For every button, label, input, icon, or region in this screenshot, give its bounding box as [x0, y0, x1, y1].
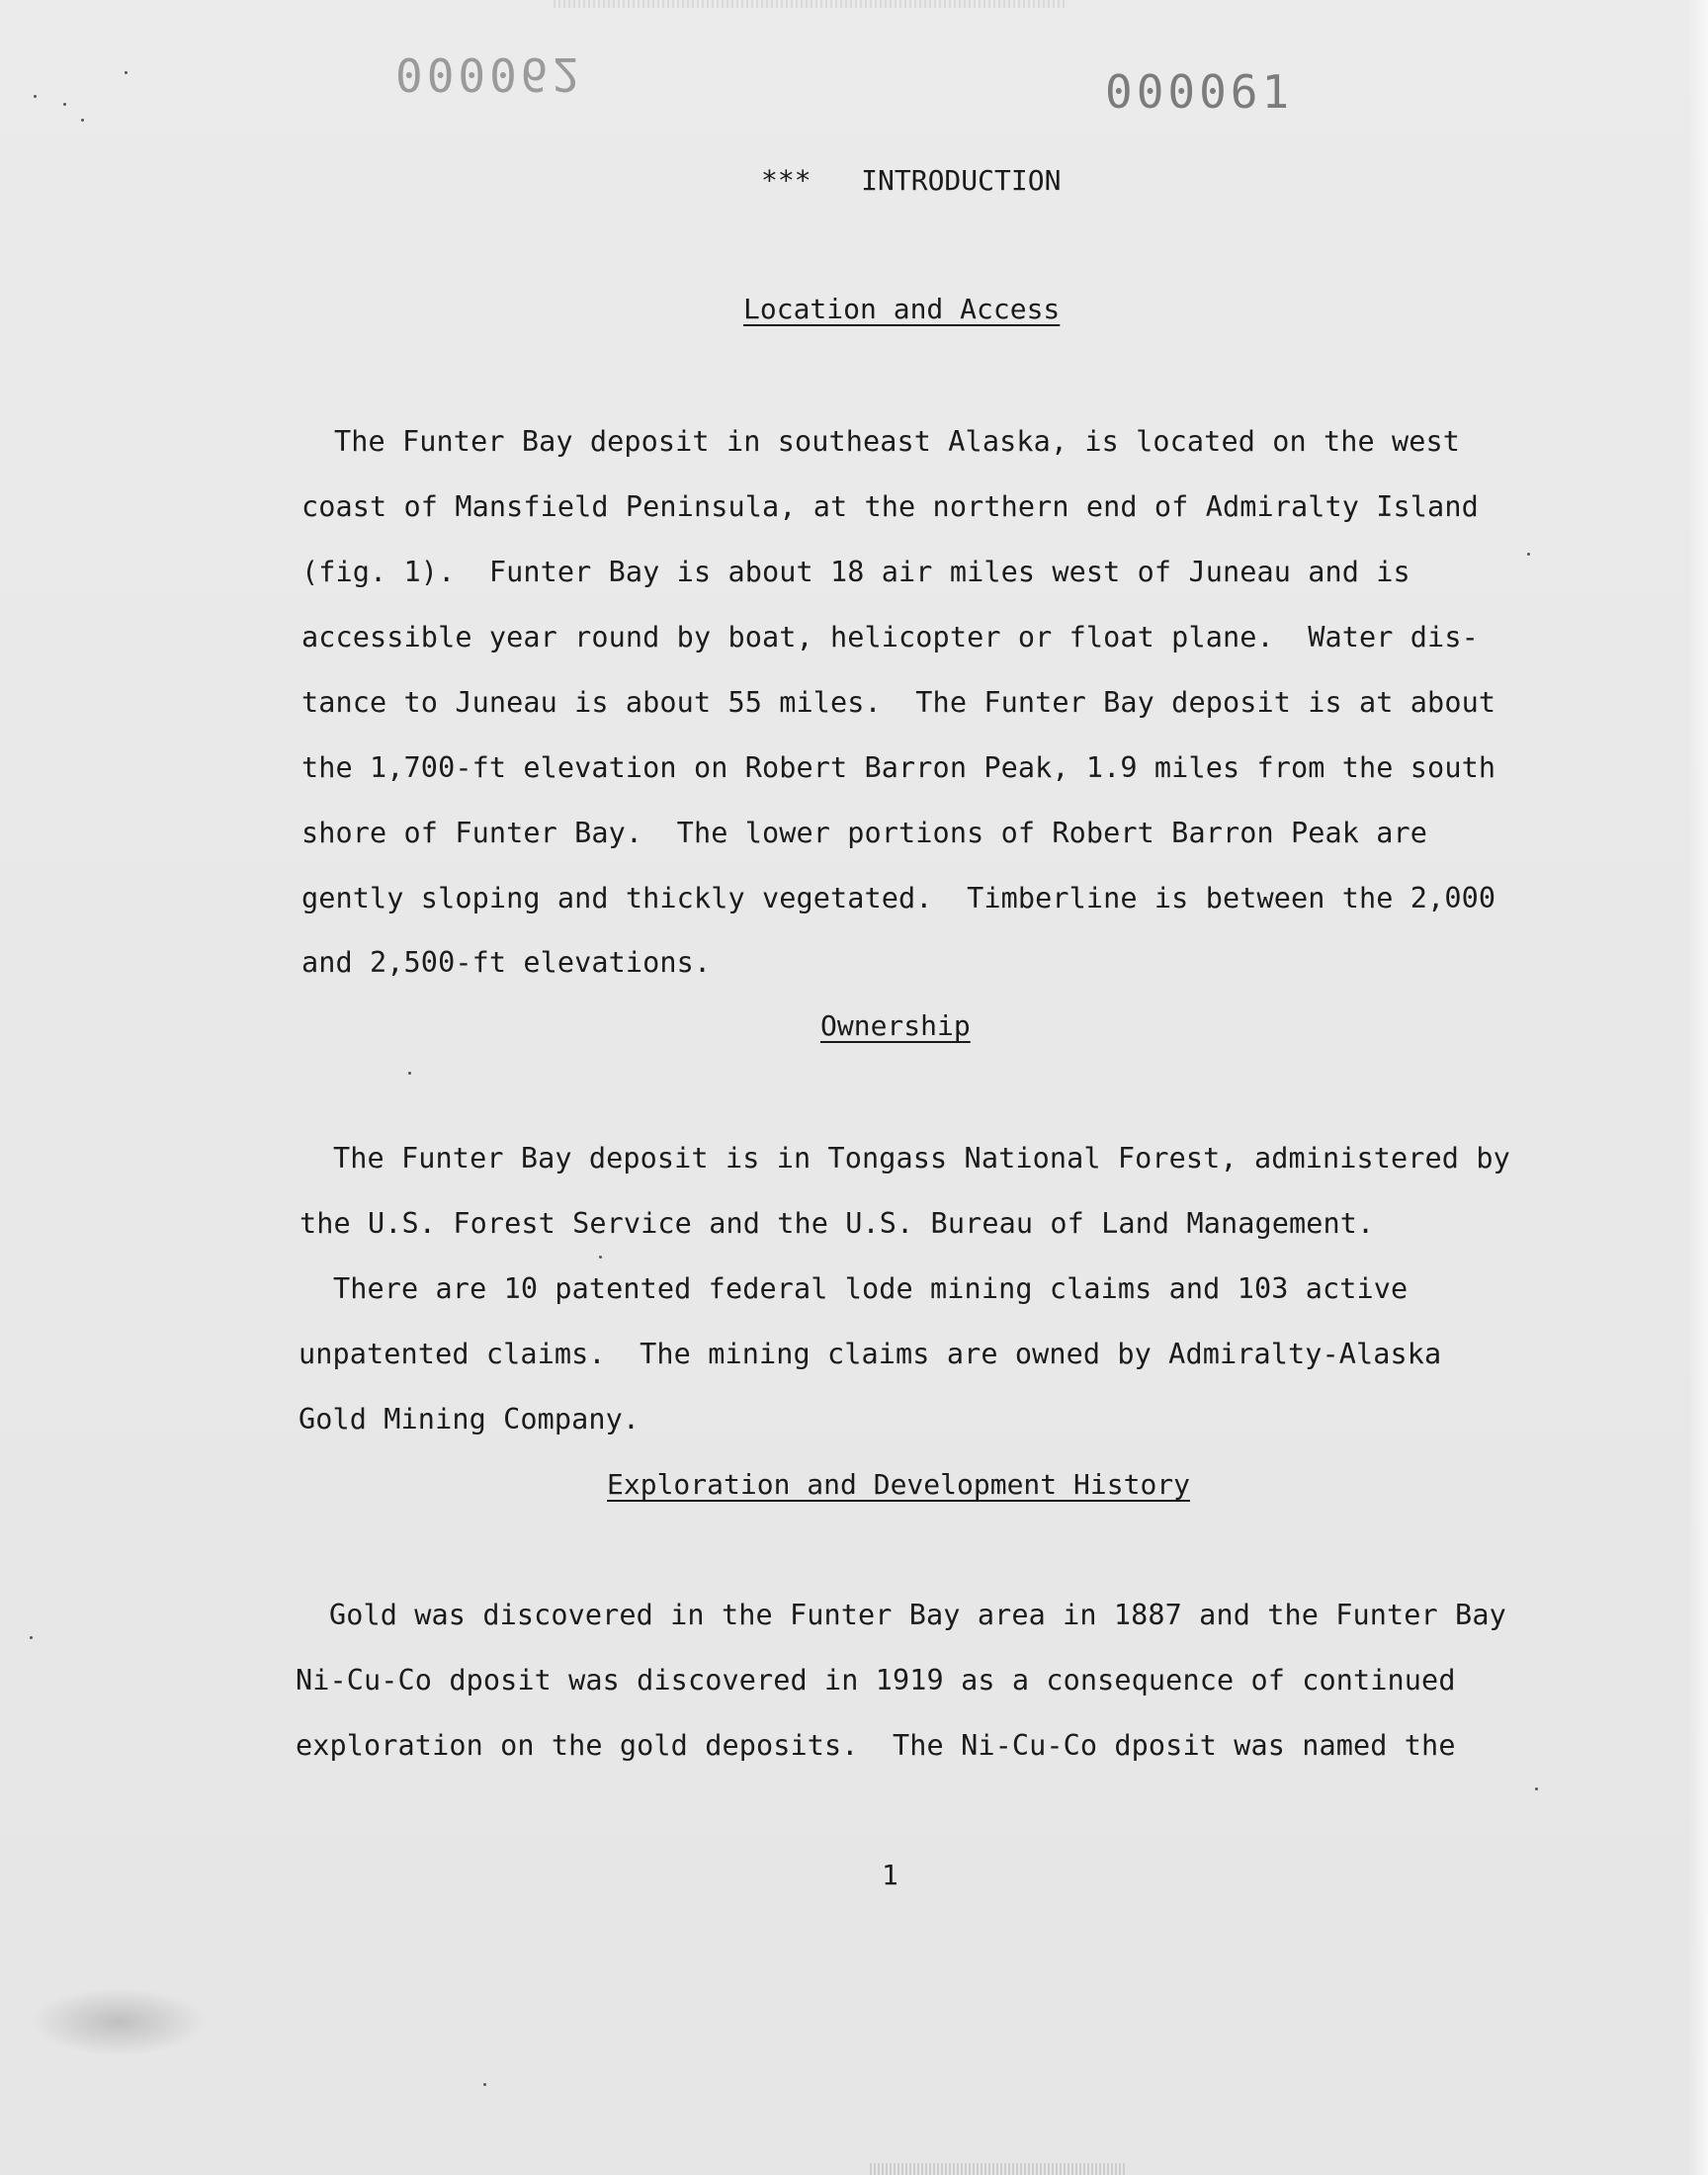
location-line-3: (fig. 1). Funter Bay is about 18 air miles west of Juneau and is: [301, 556, 1410, 588]
section-title-ownership: Ownership: [820, 1009, 971, 1042]
section-title-exploration: Exploration and Development History: [607, 1468, 1191, 1501]
scan-speck: [1535, 1787, 1538, 1790]
location-line-8: gently sloping and thickly vegetated. Timberline is between the 2,000: [301, 882, 1496, 914]
ownership-line-5: Gold Mining Company.: [299, 1403, 640, 1436]
scan-speck: [125, 71, 128, 74]
page-number: 1: [882, 1859, 898, 1891]
document-stamp-left: 000062: [395, 47, 584, 101]
exploration-line-2: Ni-Cu-Co dposit was discovered in 1919 as a consequence of continued: [296, 1664, 1456, 1696]
exploration-line-3: exploration on the gold deposits. The Ni-Cu-Co dposit was named the: [296, 1729, 1456, 1762]
scan-speck: [599, 1256, 602, 1259]
scan-speck: [30, 1636, 33, 1639]
location-line-9: and 2,500-ft elevations.: [301, 946, 712, 979]
scan-speck: [1527, 553, 1530, 556]
scan-artifact-bottom: [870, 2163, 1127, 2175]
scan-speck: [63, 103, 66, 106]
intro-heading: *** INTRODUCTION: [761, 164, 1062, 197]
location-line-6: the 1,700-ft elevation on Robert Barron Peak, 1.9 miles from the south: [301, 751, 1496, 784]
ownership-line-2: the U.S. Forest Service and the U.S. Bureau of Land Management.: [299, 1207, 1375, 1240]
scan-speck: [408, 1072, 411, 1075]
location-line-5: tance to Juneau is about 55 miles. The Funter Bay deposit is at about: [301, 686, 1496, 719]
ownership-line-3: There are 10 patented federal lode mining claims and 103 active: [333, 1272, 1409, 1305]
scan-speck: [483, 2083, 486, 2086]
exploration-line-1: Gold was discovered in the Funter Bay area in 1887 and the Funter Bay: [329, 1599, 1506, 1631]
scan-smudge: [30, 1987, 208, 2056]
document-stamp-right: 000061: [1105, 65, 1294, 119]
scan-speck: [34, 95, 37, 98]
scan-speck: [81, 119, 84, 122]
location-line-4: accessible year round by boat, helicopter or float plane. Water dis-: [301, 621, 1479, 653]
location-line-7: shore of Funter Bay. The lower portions of Robert Barron Peak are: [301, 817, 1428, 849]
location-line-2: coast of Mansfield Peninsula, at the northern end of Admiralty Island: [301, 490, 1479, 523]
location-line-1: The Funter Bay deposit in southeast Alaska, is located on the west: [334, 425, 1461, 458]
scan-artifact-top: [554, 0, 1068, 8]
scan-artifact-right: [1688, 0, 1708, 2175]
ownership-line-1: The Funter Bay deposit is in Tongass National Forest, administered by: [333, 1142, 1510, 1174]
section-title-location: Location and Access: [743, 293, 1061, 325]
ownership-line-4: unpatented claims. The mining claims are owned by Admiralty-Alaska: [299, 1338, 1442, 1370]
